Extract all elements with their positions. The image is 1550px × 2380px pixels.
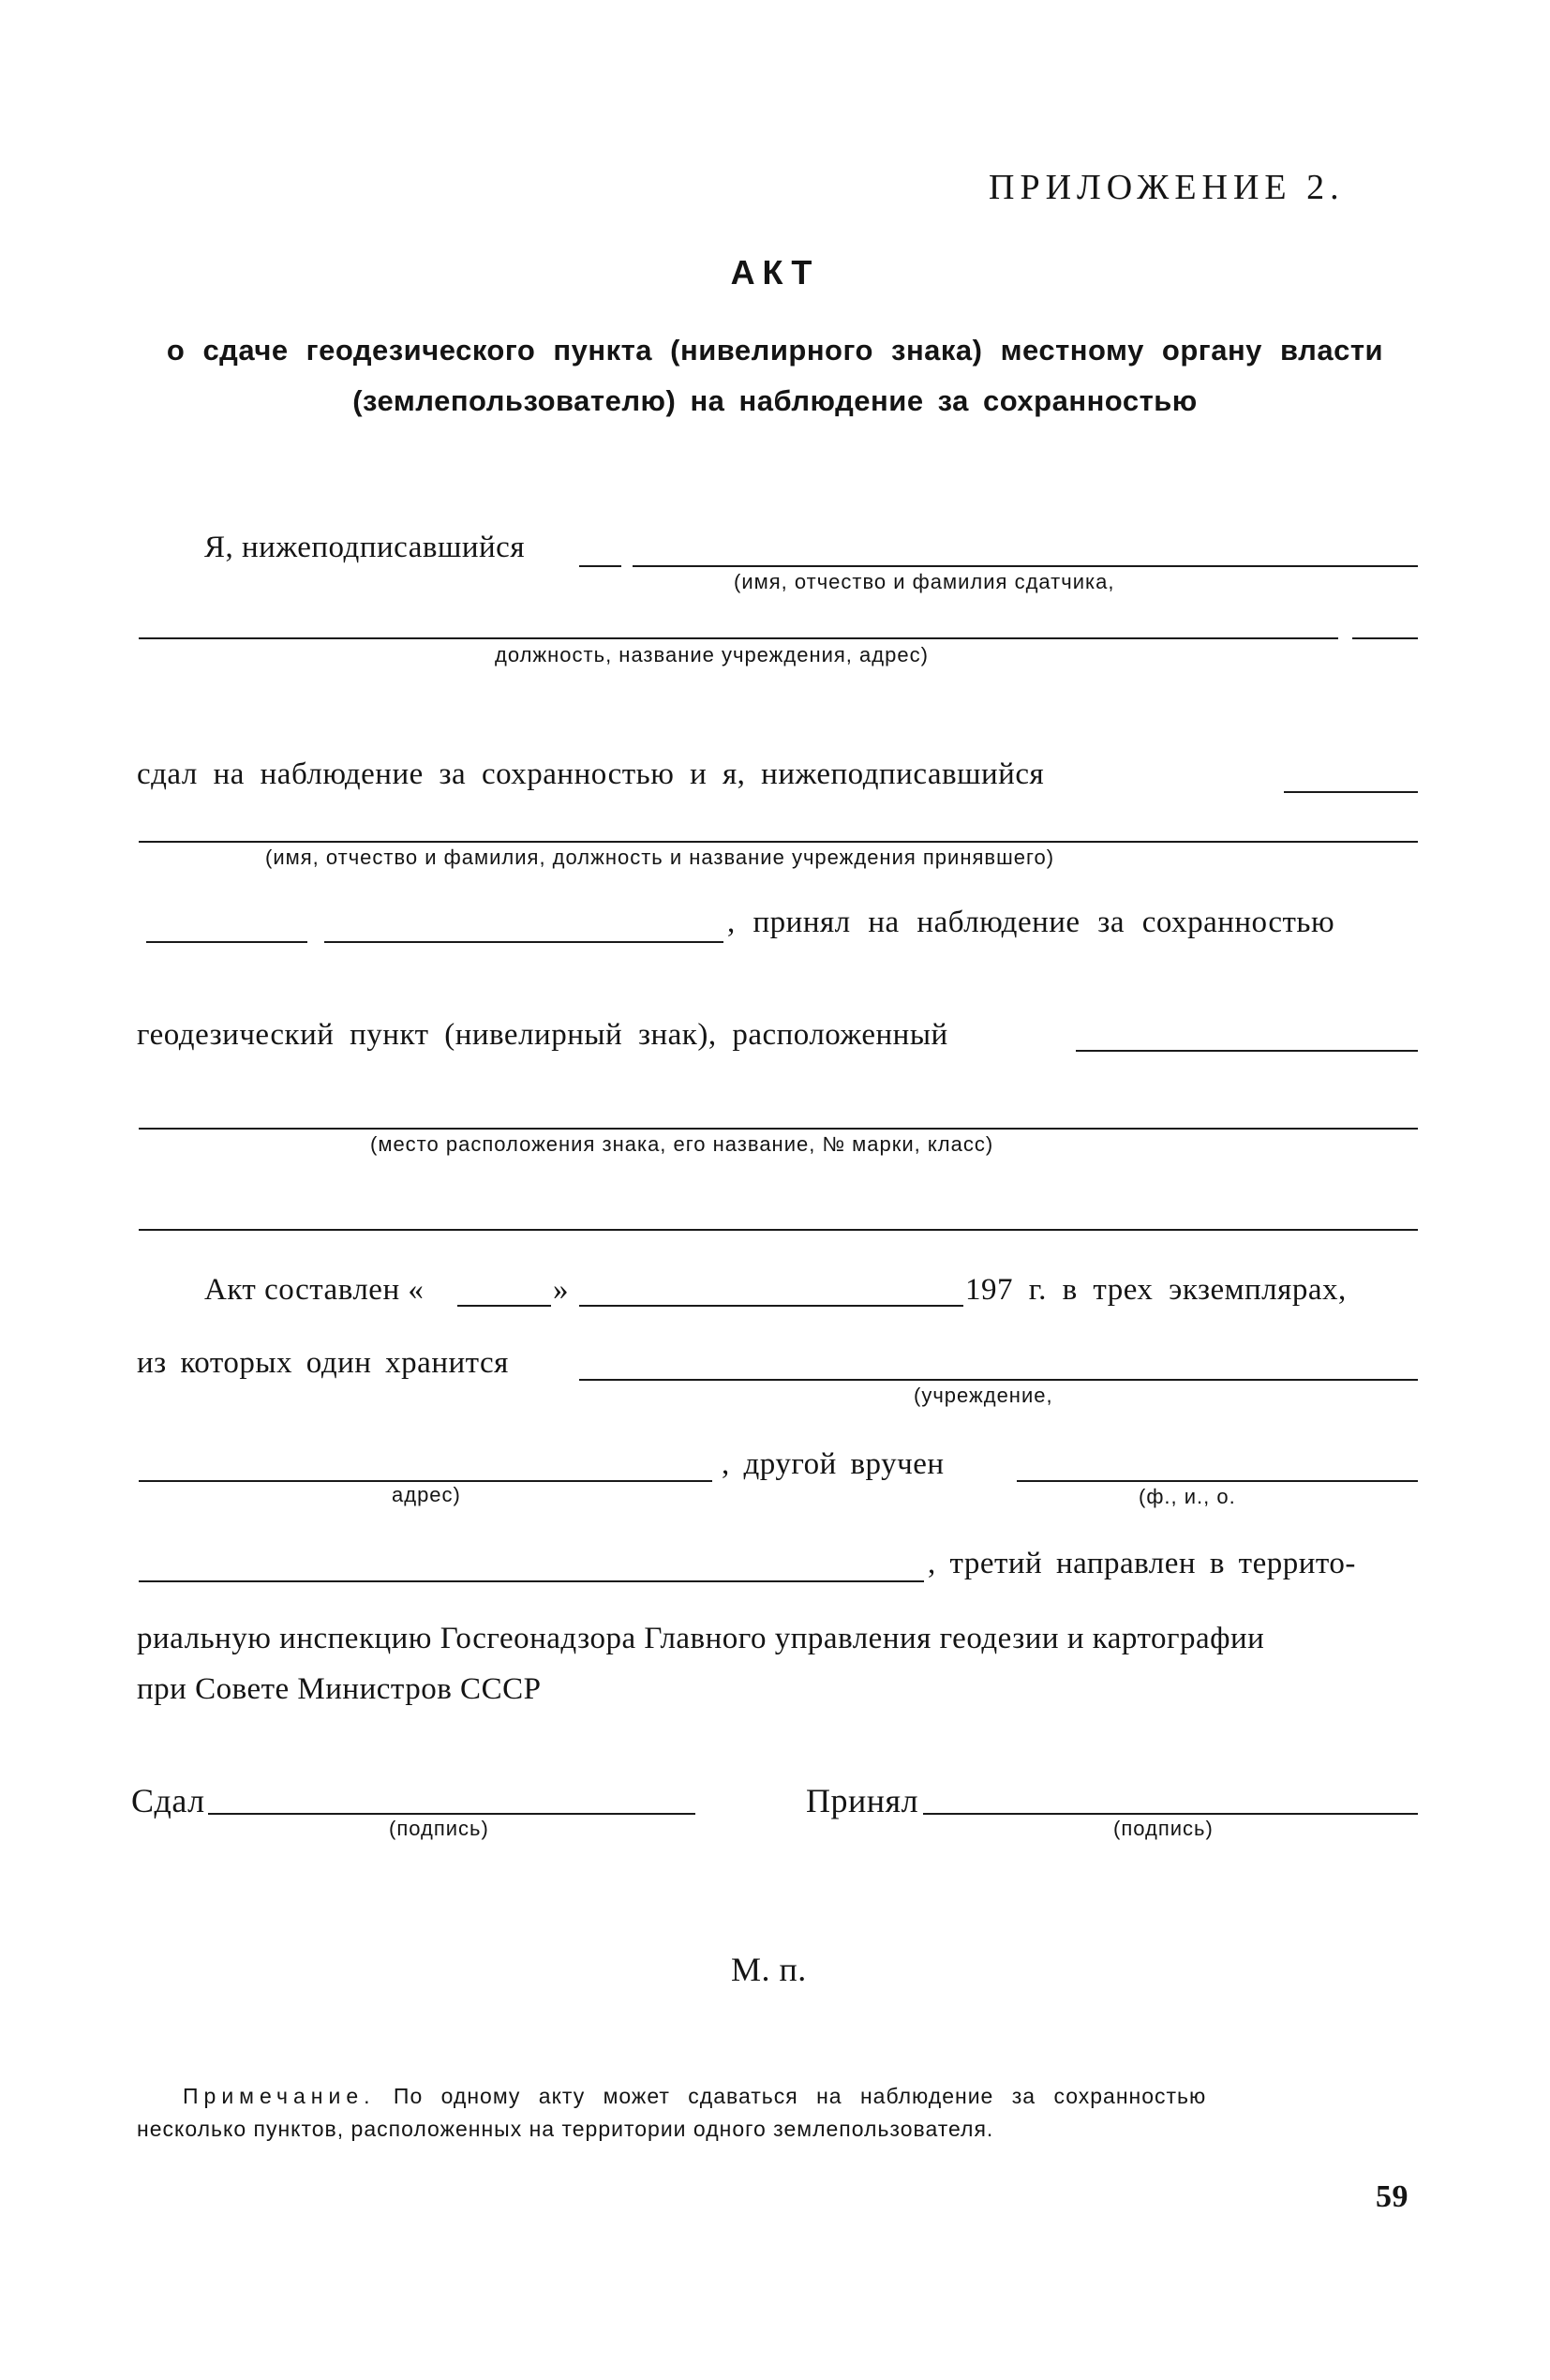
act-year-text: 197 г. в трех экземплярах, [965, 1273, 1347, 1307]
giver-position-field-end[interactable] [1352, 637, 1418, 639]
gave-signature-caption: (подпись) [389, 1817, 489, 1840]
caption-institution: (учреждение, [914, 1384, 1053, 1407]
recipient-fio-field[interactable] [1017, 1480, 1418, 1482]
handed-over-text: сдал на наблюдение за сохранностью и я, нижеподписавшийся [137, 757, 1045, 791]
caption-giver-name: (имя, отчество и фамилия сдатчика, [734, 570, 1115, 593]
receiver-name-field[interactable] [139, 841, 1418, 843]
receiver-name-field-start[interactable] [1284, 791, 1418, 793]
note-line2: несколько пунктов, расположенных на территории одного землепользователя. [137, 2117, 994, 2141]
third-field[interactable] [139, 1580, 924, 1582]
caption-giver-position: должность, название учреждения, адрес) [495, 643, 929, 666]
act-day-field[interactable] [457, 1305, 551, 1307]
location-field[interactable] [139, 1128, 1418, 1130]
received-signature-field[interactable] [923, 1813, 1418, 1815]
gave-label: Сдал [131, 1782, 205, 1819]
caption-receiver: (имя, отчество и фамилия, должность и название учреждения принявшего) [265, 846, 1055, 869]
act-quote-close: » [553, 1273, 569, 1307]
appendix-label: ПРИЛОЖЕНИЕ 2. [989, 168, 1345, 207]
giver-name-field-main[interactable] [633, 565, 1418, 567]
page-number: 59 [1376, 2179, 1408, 2214]
giver-position-field[interactable] [139, 637, 1338, 639]
institution-field[interactable] [579, 1379, 1418, 1381]
act-drawn-text: Акт составлен « [204, 1273, 425, 1307]
inspection-text-line2: при Совете Министров СССР [137, 1672, 542, 1706]
caption-address: адрес) [392, 1483, 461, 1506]
gave-signature-field[interactable] [208, 1813, 695, 1815]
location-field-start[interactable] [1076, 1050, 1418, 1052]
receiver-field-b[interactable] [324, 941, 723, 943]
point-located-text: геодезический пункт (нивелирный знак), расположенный [137, 1018, 948, 1052]
of-which-text: из которых один хранится [137, 1346, 509, 1380]
caption-fio: (ф., и., о. [1139, 1485, 1236, 1508]
document-subtitle-line1: о сдаче геодезического пункта (нивелирного знака) местному органу власти [166, 334, 1384, 367]
giver-intro-text: Я, нижеподписавшийся [204, 531, 525, 564]
accepted-text: , принял на наблюдение за сохранностью [727, 906, 1335, 939]
note-label: Примечание. [183, 2084, 376, 2108]
third-sent-text: , третий направлен в террито- [928, 1547, 1356, 1580]
note-line1 [183, 2084, 1206, 2109]
giver-name-field[interactable] [579, 565, 621, 567]
received-label: Принял [806, 1782, 919, 1819]
receiver-field-a[interactable] [146, 941, 307, 943]
act-month-field[interactable] [579, 1305, 963, 1307]
seal-place: М. п. [731, 1951, 807, 1988]
document-subtitle-line2: (землепользователю) на наблюдение за сохранностью [352, 384, 1198, 417]
other-handed-text: , другой вручен [722, 1447, 945, 1481]
location-field-extra[interactable] [139, 1229, 1418, 1231]
address-field[interactable] [139, 1480, 712, 1482]
document-title: АКТ [730, 253, 820, 292]
caption-location: (место расположения знака, его название, № марки, класс) [370, 1132, 994, 1156]
received-signature-caption: (подпись) [1113, 1817, 1214, 1840]
note-line1-text: По одному акту может сдаваться на наблюдение за сохранностью [375, 2084, 1207, 2108]
inspection-text-line1: риальную инспекцию Госгеонадзора Главного управления геодезии и картографии [137, 1622, 1265, 1655]
